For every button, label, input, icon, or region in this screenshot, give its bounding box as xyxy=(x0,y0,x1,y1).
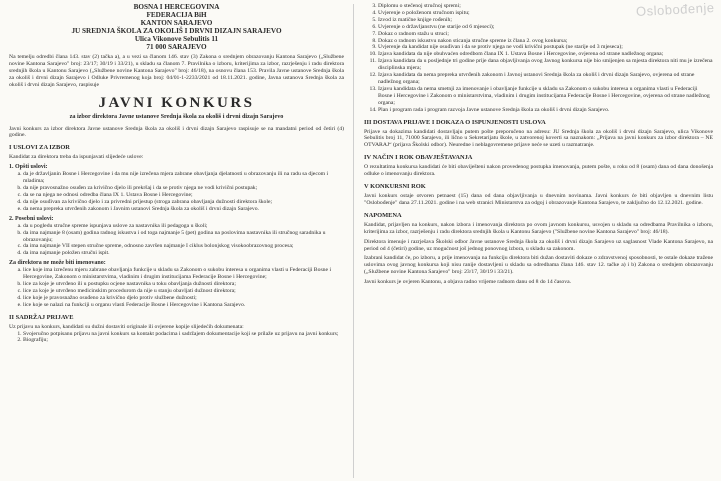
note-title: NAPOMENA xyxy=(364,211,402,219)
list-item: e. lice koje se nalazi na funkciji u organu vlasti Federacije Bosne i Hercegovine i Kantona Sarajevo. xyxy=(23,302,344,309)
right-column xyxy=(356,0,721,286)
list-item: 14. Plan i program rada i program razvoja Javne ustanove Srednja škola za okoliš i drvni dizajn Sarajevo. xyxy=(378,107,713,114)
section-conditions-title: I USLOVI ZA IZBOR xyxy=(9,144,70,152)
list-item: a. da je državljanin Bosne i Hercegovine i da mu nije izrečena mjera zabrane obavljanja djelatnosti u obrazovanju ili na radu sa djecom i mladima; xyxy=(23,171,344,185)
general-conditions-list xyxy=(9,171,344,212)
special-conditions-list xyxy=(9,223,344,258)
list-item: 1. Svojeručno potpisanu prijavu na javni konkurs sa kontakt podacima i sadržajem dokumentacije koji se prilaže uz prijavu na javni konkurs; xyxy=(23,331,344,338)
header-city: 71 000 SARAJEVO xyxy=(146,43,207,51)
list-item: e. da nema prepreka utvrđenih zakonom i Javnim ustanovi Srednja škola za okoliš i drvni dizajn Sarajevo. xyxy=(23,206,344,213)
newspaper-watermark: Oslobođenje xyxy=(635,0,715,20)
header-street: Ulica Vikonove Sebulitis 11 xyxy=(134,35,219,43)
header-country: BOSNA I HERCEGOVINA xyxy=(133,3,220,11)
column-divider xyxy=(353,4,354,478)
note-paragraph: Javni konkurs je ovjeren Kantonu, a objava radno vrijeme radnom danu od 8 do 14 časova. xyxy=(364,279,572,286)
note-paragraph: Direktora imenuje i razrješava Školski odbor Javne ustanove Srednja škola za okoliš i drvni dizajn Sarajevo uz saglasnost Vlade Kantona Sarajevo, na period od 4 (četiri) godine, uz mogućnost još jednog ponovnog izbora, u skladu sa zakonom. xyxy=(364,238,713,252)
section-notification-title: IV NAČIN I ROK OBAVJEŠTAVANJA xyxy=(364,154,473,162)
mandate-paragraph: Javni konkurs za izbor direktora Javne ustanove Srednja škola za okoliš i drvni dizajn Sarajevo raspisuje se na mandatni period od četiri (4) godine. xyxy=(9,125,344,139)
list-item: 11. Izjava kandidata da u posljednje tri godine prije dana objavljivanja ovog Javnog konkursa nije bio smijenjen sa mjesta direktora niti mu je izrečena disciplinska mjera; xyxy=(378,58,713,72)
section-delivery-title: III DOSTAVA PRIJAVE I DOKAZA O ISPUNJENOSTI USLOVA xyxy=(364,118,546,126)
general-conditions-title: 1. Opšti uslovi: xyxy=(9,164,48,171)
list-item: d. da nije osuđivan za krivično djelo i za privredni prijestup (stroga zabrana obavljanja dužnosti direktora škole; xyxy=(23,199,344,206)
list-item: d. da ima najmanje položen stručni ispit. xyxy=(23,250,344,257)
application-documents-list xyxy=(9,331,344,345)
application-documents-continued xyxy=(364,3,713,114)
list-item: 10. Izjava kandidata da nije obuhvaćen odredbom člana IX 1. Ustava Bosne i Hercegovine, ovjerena od strane nadležnog organa; xyxy=(378,51,713,58)
list-item: c. da se na njega ne odnosi odredba člana IX 1. Ustava Bosne i Hercegovine; xyxy=(23,192,344,199)
list-item: c. da ima najmanje VII stepen stručne spreme, odnosno završen najmanje I ciklus bolonjskog visokoobrazovnog procesa; xyxy=(23,243,344,250)
list-item: d. lice koje je pravosnažno osuđeno za krivično djelo protiv službene dužnosti; xyxy=(23,295,344,302)
section-notification-text: O rezultatima konkursa kandidati će biti obaviješteni nakon provedenog postupka imenovanja, putem pošte, u roku od 8 (osam) dana od dana donošenja odluke o imenovanju direktora. xyxy=(364,164,713,178)
list-item: c. lice za koje je utvrđeno medicinskim procedurom da nije u stanju obavljati dužnost direktora; xyxy=(23,288,344,295)
list-item: a. lice koje ima izrečenu mjeru zabrane obavljanja funkcije u skladu sa Zakonom o sukobu interesa u organima vlasti u Federaciji Bosne i Hercegovine, Zakonom o ministarstvima, vladinim i drugim institucijama Federacije Bosne i Hercegovine; xyxy=(23,267,344,281)
left-column xyxy=(0,0,352,344)
list-item: 12. Izjava kandidata da nema prepreka utvrđenih zakonom i Javnoj ustanovi Srednja škola za okoliš i drvni dizajn Sarajevo, ovjerena od strane nadležnog organa; xyxy=(378,72,713,86)
ineligible-list xyxy=(9,267,344,308)
list-item: a. da u pogledu stručne spreme ispunjava uslove za nastavnika ili pedagoga u školi; xyxy=(23,223,344,230)
list-item: 9. Uvjerenje da kandidat nije osuđivan i da se protiv njega ne vodi krivični postupak (ne starije od 3 mjeseca); xyxy=(378,44,713,51)
list-item: 3. Diplomu o stečenoj stručnoj spremi; xyxy=(378,3,713,10)
header-school: JU SREDNJA ŠKOLA ZA OKOLIŠ I DRVNI DIZAJN SARAJEVO xyxy=(71,27,282,35)
letterhead xyxy=(9,3,344,51)
list-item: 6. Uvjerenje o državljanstvu (ne starije od 6 mjeseci); xyxy=(378,24,713,31)
document-subtitle: za izbor direktora Javne ustanove Srednja škola za okoliš i drvni dizajn Sarajevo xyxy=(69,112,284,120)
special-conditions-title: 2. Posebni uslovi: xyxy=(9,215,54,222)
list-item: b. da ima najmanje 8 (osam) godina radnog iskustva i od toga najmanje 5 (pet) godina na poslovima nastavnika ili stručnog saradnika u obrazovanju; xyxy=(23,230,344,244)
section-application-lead: Uz prijavu na konkurs, kandidati su dužni dostaviti originale ili ovjerene kopije slijedećih dokumenata: xyxy=(9,323,244,330)
document-title: JAVNI KONKURS xyxy=(98,94,255,111)
legal-basis-paragraph: Na temelju odredbi člana 143. stav (2) tačka a), a u vezi sa članom 146. stav (3) Zakona o srednjem obrazovanju Kantona Sarajevo („Službene novine Kantona Sarajevo" broj: 23/17; 30/19 i 33/21), u skladu sa članom 7. Pravilnika o izboru, kriterijima za izbor, razrješenju i radu direktora srednjih škola u Kantonu Sarajevo („Službene novine Kantona Sarajevo" broj: 46/18), na osnovu člana 153. Pravila Javne ustanove Srednja škola za okoliš i drvni dizajn Sarajevo i Odluke Privremenog koja broj: 04/01-1-2233/2021 od 18.11.2021. godine, Javna ustanova Srednja škola za okoliš i drvni dizajn Sarajevo, raspisuje xyxy=(9,54,344,88)
note-paragraph: Izabrani kandidat će, po izboru, a prije imenovanja na funkciju direktora biti dužan dostaviti dokaze o zdravstvenoj sposobnosti, te ostale dokaze tražene uslovima ovog javnog konkursa koji nisu ranije dostavljeni u skladu sa odredbama člana 146. stav 12. tačke a) i b) Zakona o srednjem obrazovanju („Službene novine Kantona Sarajevo" broj: 23/17, 30/19 i 33/21). xyxy=(364,255,713,276)
list-item: 8. Dokaz o radnom iskustvu nakon sticanja stručne spreme iz člana 2. ovog konkursa; xyxy=(378,38,713,45)
section-application-title: II SADRŽAJ PRIJAVE xyxy=(9,313,74,321)
header-federation: FEDERACIJA BiH xyxy=(146,11,207,19)
section-deadline-title: V KONKURSNI ROK xyxy=(364,183,426,191)
ineligible-title: Za direktora ne može biti imenovano: xyxy=(9,260,106,267)
list-item: 2. Biografiju; xyxy=(23,337,344,344)
list-item: 13. Izjavu kandidata da nema smetnji za imenovanje i obavljanje funkcije u skladu sa Zakonom o sukobu interesa u organima vlasti u Federaciji Bosne i Hercegovine i Zakonom o ministarstvima, vladinim i drugim institucijama Federacije Bosne i Hercegovine, ovjerena od strane nadležnog organa; xyxy=(378,86,713,107)
list-item: b. lice za koje je utvrđeno ili u postupku ocjene nastavnika u toku obavljanja dužnosti direktora; xyxy=(23,281,344,288)
list-item: 4. Uvjerenje o položenom stručnom ispitu; xyxy=(378,10,713,17)
header-canton: KANTON SARAJEVO xyxy=(140,19,213,27)
section-conditions-lead: Kandidat za direktora treba da ispunjavati slijedeće uslove: xyxy=(9,154,144,161)
list-item: b. da nije pravosnažno osuđen za krivično djelo ili prekršaj i da se protiv njega ne vodi krivični postupak; xyxy=(23,185,344,192)
section-delivery-text: Prijave sa dokazima kandidati dostavljaju putem pošte preporučeno na adresu: JU Srednja škola za okoliš i drvni dizajn Sarajevo, ulica Vikonove Sebulitis broj 11, 71000 Sarajevo, ili lično u Sekretarijatu škole, u zatvorenoj koverti sa naznakom: „Prijava na javni konkurs za izbor direktora – NE OTVARAJ“ (prijava Školski odbor). Neuredne i neblagovremene prijave neće se uzeti u razmatranje. xyxy=(364,128,713,149)
list-item: 5. Izvod iz matične knjige rođenih; xyxy=(378,17,713,24)
section-deadline-text: Javni konkurs ostaje otvoren petnaest (15) dana od dana objavljivanja u dnevnim novinama. Javni konkurs će biti objavljen u dnevnim listu "Oslobođenje" dana 27.11.2021. godine i na web stranici Ministarstva za odgoj i obrazovanje Kantona Sarajevo, te zaključno do 12.12.2021. godine. xyxy=(364,193,713,206)
list-item: 7. Dokaz o radnom stažu u struci; xyxy=(378,31,713,38)
note-paragraph: Kandidat, prijavljen na konkurs, nakon izbora i imenovanja direktora po ovom javnom konkursu, usvojen u skladu sa odredbama Pravilnika o izboru, kriterijima za izbor, razrješenju i radu direktora srednjih škola u Kantonu Sarajevo ("Službene novine Kantona Sarajevo" broj: 46/18). xyxy=(364,221,713,235)
